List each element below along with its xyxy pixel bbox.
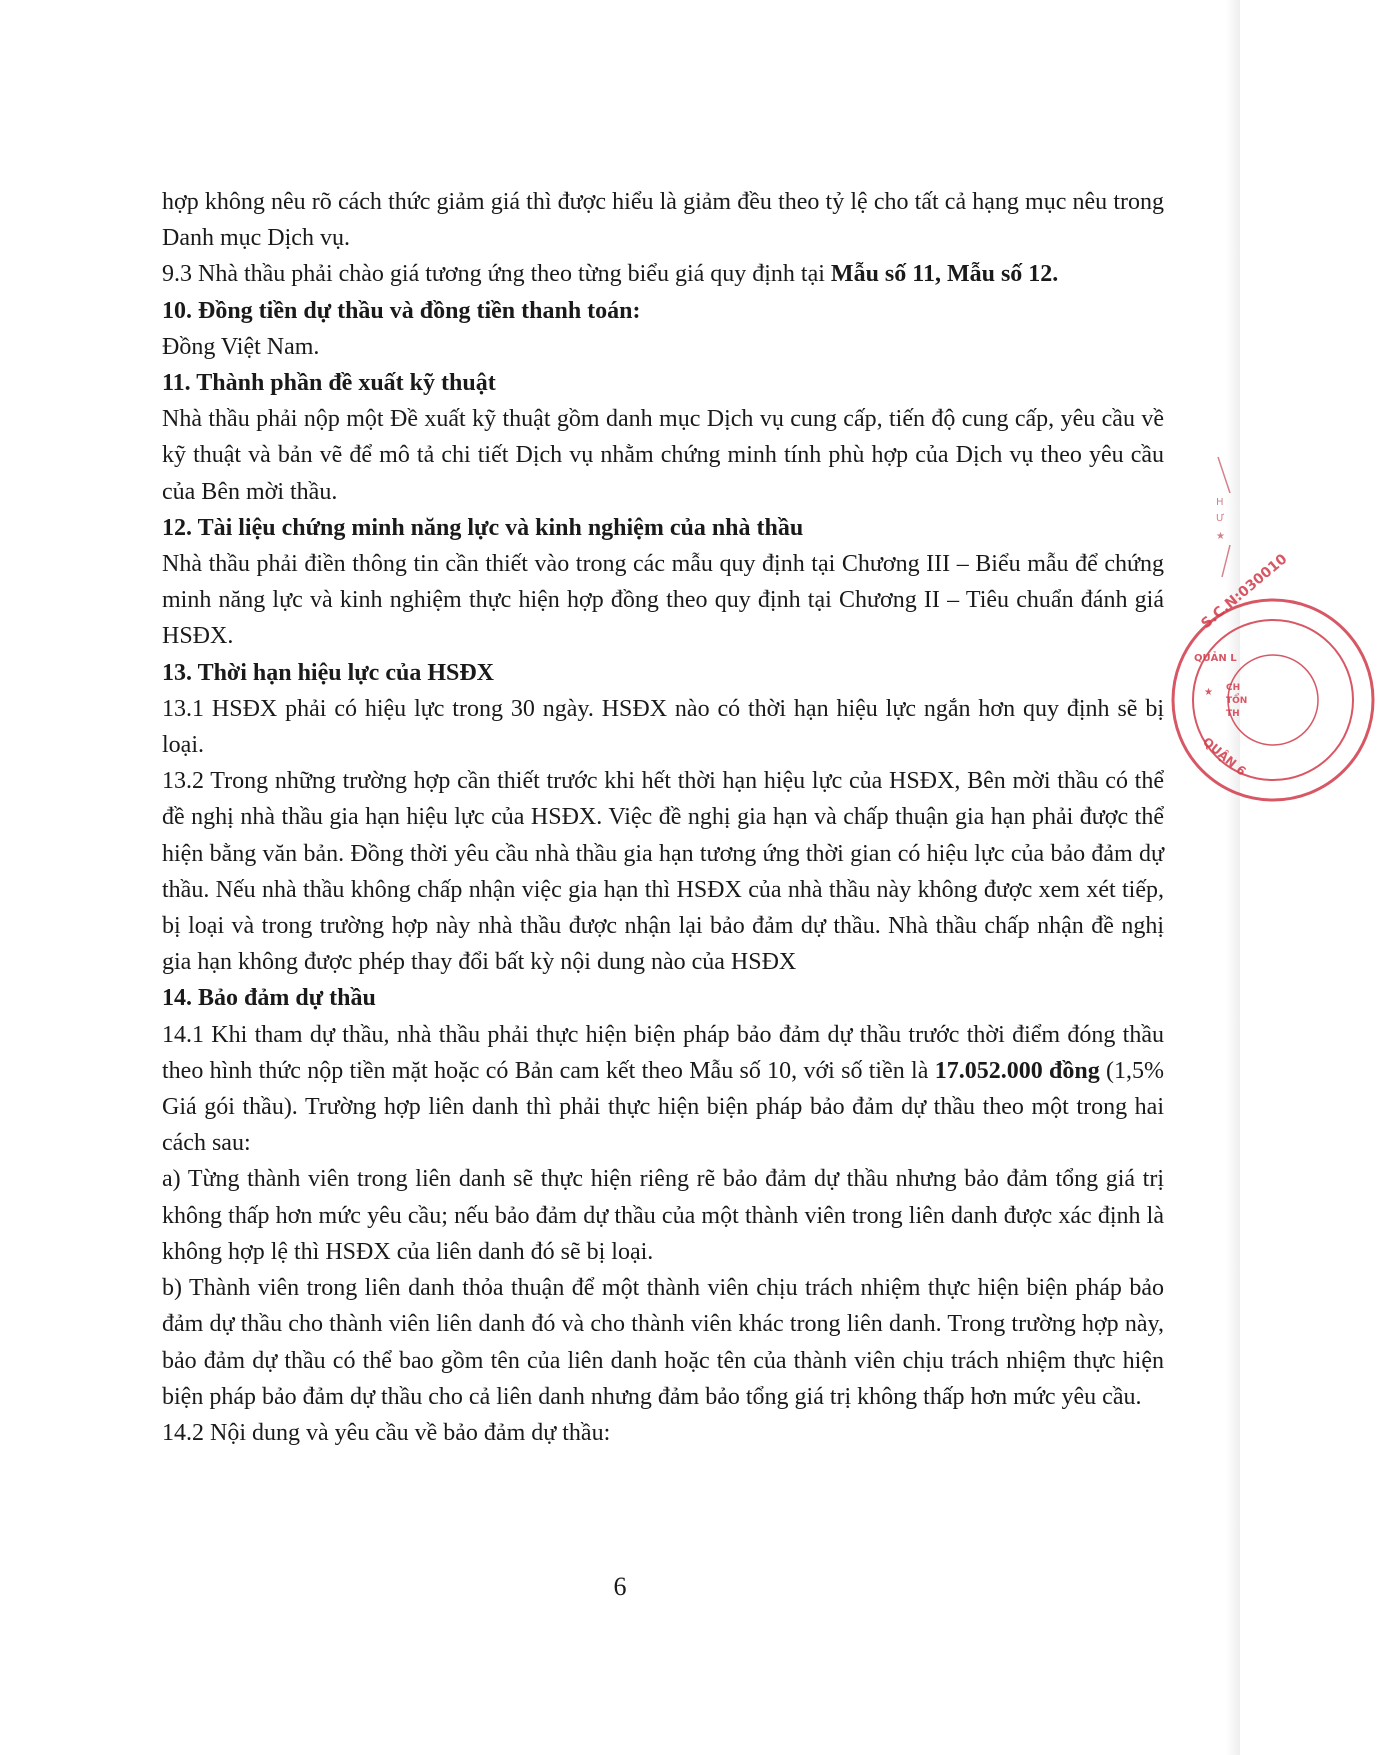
heading-13: 13. Thời hạn hiệu lực của HSĐX	[162, 659, 494, 686]
paragraph-continuation: hợp không nêu rõ cách thức giảm giá thì được hiểu là giảm đều theo tỷ lệ cho tất cả hạng mục nêu trong Danh mục Dịch vụ.	[162, 189, 1164, 252]
svg-text:TỔN: TỔN	[1226, 696, 1248, 706]
paragraph-currency: Đồng Việt Nam.	[162, 333, 320, 360]
svg-text:QUẢN L: QUẢN L	[1194, 653, 1237, 664]
document-body	[162, 184, 1164, 1451]
bold-reference: Mẫu số 11, Mẫu số 12.	[830, 261, 1059, 288]
paragraph-14-2: 14.2 Nội dung và yêu cầu về bảo đảm dự thầu:	[162, 1419, 611, 1446]
svg-text:★: ★	[1216, 531, 1225, 542]
svg-text:QUẬN 6: QUẬN 6	[1200, 734, 1249, 779]
svg-text:TH: TH	[1226, 709, 1240, 719]
paragraph-13-1: 13.1 HSĐX phải có hiệu lực trong 30 ngày. HSĐX nào có thời hạn hiệu lực ngắn hơn quy định sẽ bị loại.	[162, 695, 1164, 759]
paragraph-14-1-b: b) Thành viên trong liên danh thỏa thuận để một thành viên chịu trách nhiệm thực hiện biện pháp bảo đảm dự thầu cho thành viên liên danh đó và cho thành viên khác trong liên danh. Trong trường hợp này, bảo đảm dự thầu có thể bao gồm tên của liên danh hoặc tên của thành viên chịu trách nhiệm thực hiện biện pháp bảo đảm dự thầu cho cả liên danh nhưng đảm bảo tổng giá trị không thấp hơn mức yêu cầu.	[162, 1275, 1164, 1410]
svg-text:S.C.N:030010: S.C.N:030010	[1198, 551, 1291, 633]
paragraph-14-1: 14.1 Khi tham dự thầu, nhà thầu phải thực hiện biện pháp bảo đảm dự thầu trước thời điểm đóng thầu theo hình thức nộp tiền mặt hoặc có Bản cam kết theo Mẫu số 10, với số tiền là 17.052.000 đồng (1,5% Giá gói thầu). Trường hợp liên danh thì phải thực hiện biện pháp bảo đảm dự thầu theo một trong hai cách sau:	[162, 1021, 1164, 1157]
paragraph-14-1-a: a) Từng thành viên trong liên danh sẽ thực hiện riêng rẽ bảo đảm dự thầu nhưng bảo đảm tổng giá trị không thấp hơn mức yêu cầu; nếu bảo đảm dự thầu của một thành viên trong liên danh được xác định là không hợp lệ thì HSĐX của liên danh đó sẽ bị loại.	[162, 1166, 1164, 1265]
heading-11: 11. Thành phần đề xuất kỹ thuật	[162, 370, 496, 397]
svg-text:H: H	[1216, 497, 1224, 508]
paragraph-technical-proposal: Nhà thầu phải nộp một Đề xuất kỹ thuật gồm danh mục Dịch vụ cung cấp, tiến độ cung cấp, yêu cầu về kỹ thuật và bản vẽ để mô tả chi tiết Dịch vụ nhằm chứng minh tính phù hợp của Dịch vụ theo yêu cầu của Bên mời thầu.	[162, 406, 1164, 505]
page-number: 6	[613, 1572, 627, 1601]
official-seal-stamp	[1168, 551, 1378, 805]
paragraph-capability-docs: Nhà thầu phải điền thông tin cần thiết vào trong các mẫu quy định tại Chương III – Biểu mẫu để chứng minh năng lực và kinh nghiệm thực hiện hợp đồng theo quy định tại Chương II – Tiêu chuẩn đánh giá HSĐX.	[162, 551, 1164, 650]
paragraph-9-3: 9.3 Nhà thầu phải chào giá tương ứng theo từng biểu giá quy định tại Mẫu số 11, Mẫu số 12.	[162, 261, 1059, 288]
svg-text:★: ★	[1204, 687, 1213, 698]
paragraph-13-2: 13.2 Trong những trường hợp cần thiết trước khi hết thời hạn hiệu lực của HSĐX, Bên mời thầu có thể đề nghị nhà thầu gia hạn hiệu lực của HSĐX. Việc đề nghị gia hạn và chấp thuận gia hạn phải được thể hiện bằng văn bản. Đồng thời yêu cầu nhà thầu gia hạn tương ứng thời gian có hiệu lực của bảo đảm dự thầu. Nếu nhà thầu không chấp nhận việc gia hạn thì HSĐX của nhà thầu này không được xem xét tiếp, bị loại và trong trường hợp này nhà thầu được nhận lại bảo đảm dự thầu. Nhà thầu chấp nhận đề nghị gia hạn không được phép thay đổi bất kỳ nội dung nào của HSĐX	[162, 768, 1164, 976]
svg-text:Ư: Ư	[1216, 513, 1225, 524]
heading-12: 12. Tài liệu chứng minh năng lực và kinh nghiệm của nhà thầu	[162, 514, 804, 541]
heading-10: 10. Đồng tiền dự thầu và đồng tiền thanh toán:	[162, 297, 641, 324]
heading-14: 14. Bảo đảm dự thầu	[162, 985, 376, 1012]
page-edge-shadow	[1226, 0, 1240, 1755]
svg-text:CH: CH	[1226, 683, 1241, 693]
bold-amount: 17.052.000 đồng	[934, 1057, 1100, 1084]
